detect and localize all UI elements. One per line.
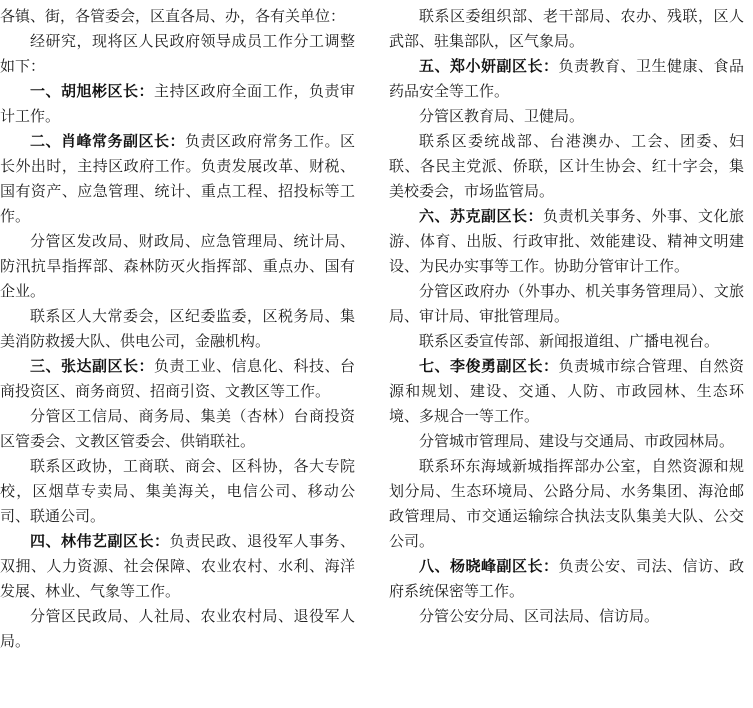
right-column [389,4,744,629]
duty-paragraph-1 [0,79,355,129]
manages-paragraph-8: 分管公安分局、区司法局、信访局。 [419,607,660,625]
duty-paragraph-2 [0,129,355,229]
duty-paragraph-4 [0,529,355,604]
intro-paragraph: 经研究，现将区人民政府领导成员工作分工调整如下： [0,32,355,75]
official-heading-2: 二、肖峰常务副区长： [30,132,185,150]
duty-paragraph-8 [389,554,744,604]
liaison-paragraph-4: 联系区委组织部、老干部局、农办、残联，区人武部、驻集部队，区气象局。 [389,7,744,50]
liaison-paragraph-2: 联系区人大常委会，区纪委监委，区税务局、集美消防救援大队、供电公司，金融机构。 [0,307,355,350]
liaison-paragraph-5: 联系区委统战部、台港澳办、工会、团委、妇联、各民主党派、侨联，区计生协会、红十字会，集美校委会，市场监管局。 [389,132,744,200]
duty-paragraph-6 [389,204,744,279]
manages-paragraph-2: 分管区发改局、财政局、应急管理局、统计局、防汛抗旱指挥部、森林防灭火指挥部、重点办、国有企业。 [0,232,355,300]
official-heading-4: 四、林伟艺副区长： [30,532,170,550]
official-heading-3: 三、张达副区长： [30,357,154,375]
liaison-paragraph-6: 联系区委宣传部、新闻报道组、广播电视台。 [419,332,720,350]
official-heading-6: 六、苏克副区长： [419,207,543,225]
official-duties-8: 负责公安、司法、信访、政府系统保密等工作。 [389,557,744,600]
official-heading-1: 一、胡旭彬区长： [30,82,154,100]
official-duties-3: 负责工业、信息化、科技、台商投资区、商务商贸、招商引资、文教区等工作。 [0,357,355,400]
manages-paragraph-3: 分管区工信局、商务局、集美（杏林）台商投资区管委会、文教区管委会、供销联社。 [0,407,355,450]
official-duties-7: 负责城市综合管理、自然资源和规划、建设、交通、人防、市政园林、生态环境、多规合一等工作。 [389,357,744,425]
duty-paragraph-7 [389,354,744,429]
liaison-paragraph-3: 联系区政协，工商联、商会、区科协，各大专院校，区烟草专卖局、集美海关，电信公司、移动公司、联通公司。 [0,457,355,525]
duty-paragraph-3 [0,354,355,404]
manages-paragraph-6: 分管区政府办（外事办、机关事务管理局）、文旅局、审计局、审批管理局。 [389,282,744,325]
official-heading-8: 八、杨晓峰副区长： [419,557,559,575]
official-duties-4: 负责民政、退役军人事务、双拥、人力资源、社会保障、农业农村、水利、海洋发展、林业、气象等工作。 [0,532,355,600]
official-heading-7: 七、李俊勇副区长： [419,357,559,375]
duty-paragraph-5 [389,54,744,104]
liaison-paragraph-7: 联系环东海域新城指挥部办公室，自然资源和规划分局、生态环境局、公路分局、水务集团、海沧邮政管理局、市交通运输综合执法支队集美大队、公交公司。 [389,457,744,550]
manages-paragraph-7: 分管城市管理局、建设与交通局、市政园林局。 [419,432,735,450]
official-duties-1: 主持区政府全面工作，负责审计工作。 [0,82,355,125]
official-heading-5: 五、郑小妍副区长： [419,57,559,75]
manages-paragraph-5: 分管区教育局、卫健局。 [419,107,585,125]
left-column [0,4,355,654]
salutation: 各镇、街，各管委会，区直各局、办，各有关单位： [0,7,346,25]
official-duties-5: 负责教育、卫生健康、食品药品安全等工作。 [389,57,744,100]
manages-paragraph-4: 分管区民政局、人社局、农业农村局、退役军人局。 [0,607,355,650]
official-duties-6: 负责机关事务、外事、文化旅游、体育、出版、行政审批、效能建设、精神文明建设、为民办实事等工作。协助分管审计工作。 [389,207,744,275]
official-duties-2: 负责区政府常务工作。区长外出时，主持区政府工作。负责发展改革、财税、国有资产、应急管理、统计、重点工程、招投标等工作。 [0,132,355,225]
